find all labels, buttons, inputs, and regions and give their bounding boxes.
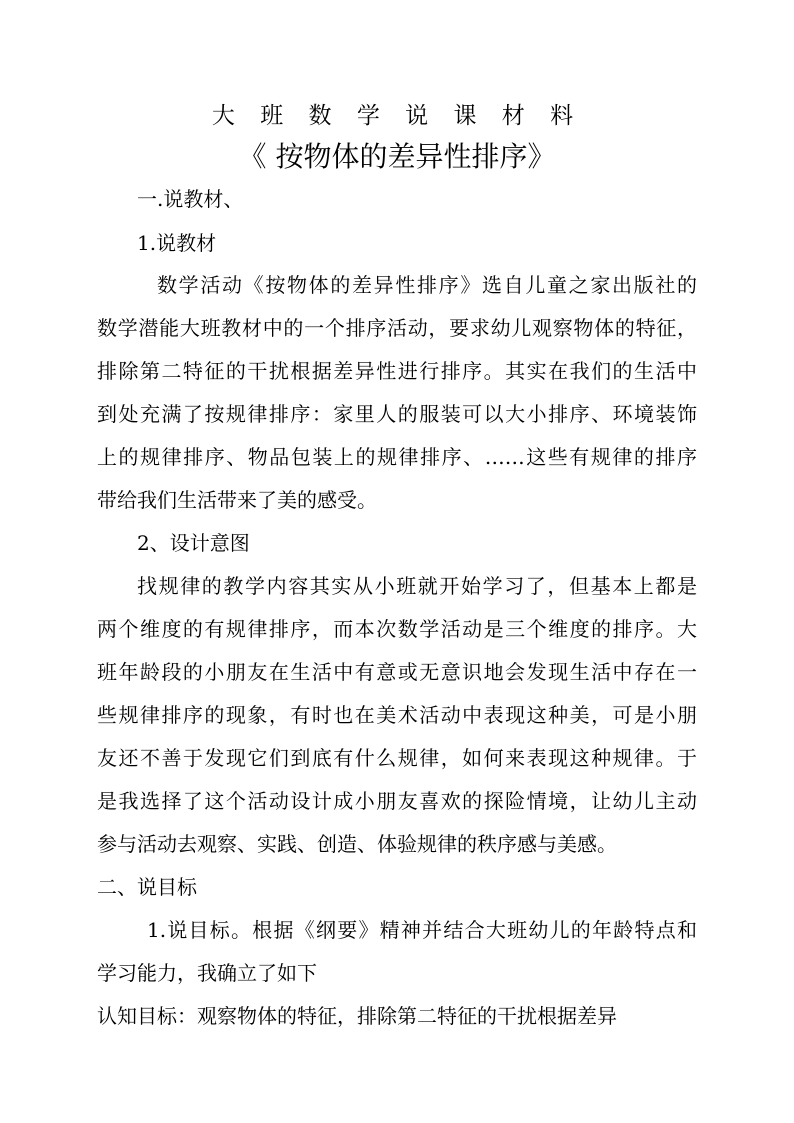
paragraph-line: 是我选择了这个活动设计成小朋友喜欢的探险情境，让幼儿主动 [97,789,697,813]
paragraph-line: 些规律排序的现象，有时也在美术活动中表现这种美，可是小朋 [97,703,697,727]
paragraph-line: 数学活动《按物体的差异性排序》选自儿童之家出版社的 [157,273,697,297]
paragraph-line: 排除第二特征的干扰根据差异性进行排序。其实在我们的生活中 [97,359,697,383]
subheading-design-intent: 2、设计意图 [137,531,250,555]
paragraph-line: 两个维度的有规律排序，而本次数学活动是三个维度的排序。大 [97,617,697,641]
paragraph-line: 参与活动去观察、实践、创造、体验规律的秩序感与美感。 [97,832,617,856]
paragraph-line: 1.说目标。根据《纲要》精神并结合大班幼儿的年龄特点和 [147,918,697,942]
section-heading-goals: 二、说目标 [97,875,197,899]
paragraph-line: 找规律的教学内容其实从小班就开始学习了，但基本上都是 [137,574,697,598]
paragraph-line: 到处充满了按规律排序：家里人的服装可以大小排序、环境装饰 [97,402,697,426]
paragraph-line: 数学潜能大班教材中的一个排序活动，要求幼儿观察物体的特征， [97,316,697,340]
paragraph-line: 友还不善于发现它们到底有什么规律，如何来表现这种规律。于 [97,746,697,770]
paragraph-line: 学习能力，我确立了如下 [97,961,317,985]
paragraph-line: 带给我们生活带来了美的感受。 [97,488,377,512]
paragraph-line: 上的规律排序、物品包装上的规律排序、……这些有规律的排序 [97,445,697,469]
cognitive-goal-line: 认知目标：观察物体的特征，排除第二特征的干扰根据差异 [97,1004,617,1028]
paragraph-line: 班年龄段的小朋友在生活中有意或无意识地会发现生活中存在一 [97,660,697,684]
document-title: 大 班 数 学 说 课 材 料 [211,103,583,129]
document-subtitle: 《 按物体的差异性排序》 [238,140,556,173]
subheading-teaching-material: 1.说教材 [137,231,217,255]
section-heading-teaching-material: 一.说教材、 [137,187,244,211]
